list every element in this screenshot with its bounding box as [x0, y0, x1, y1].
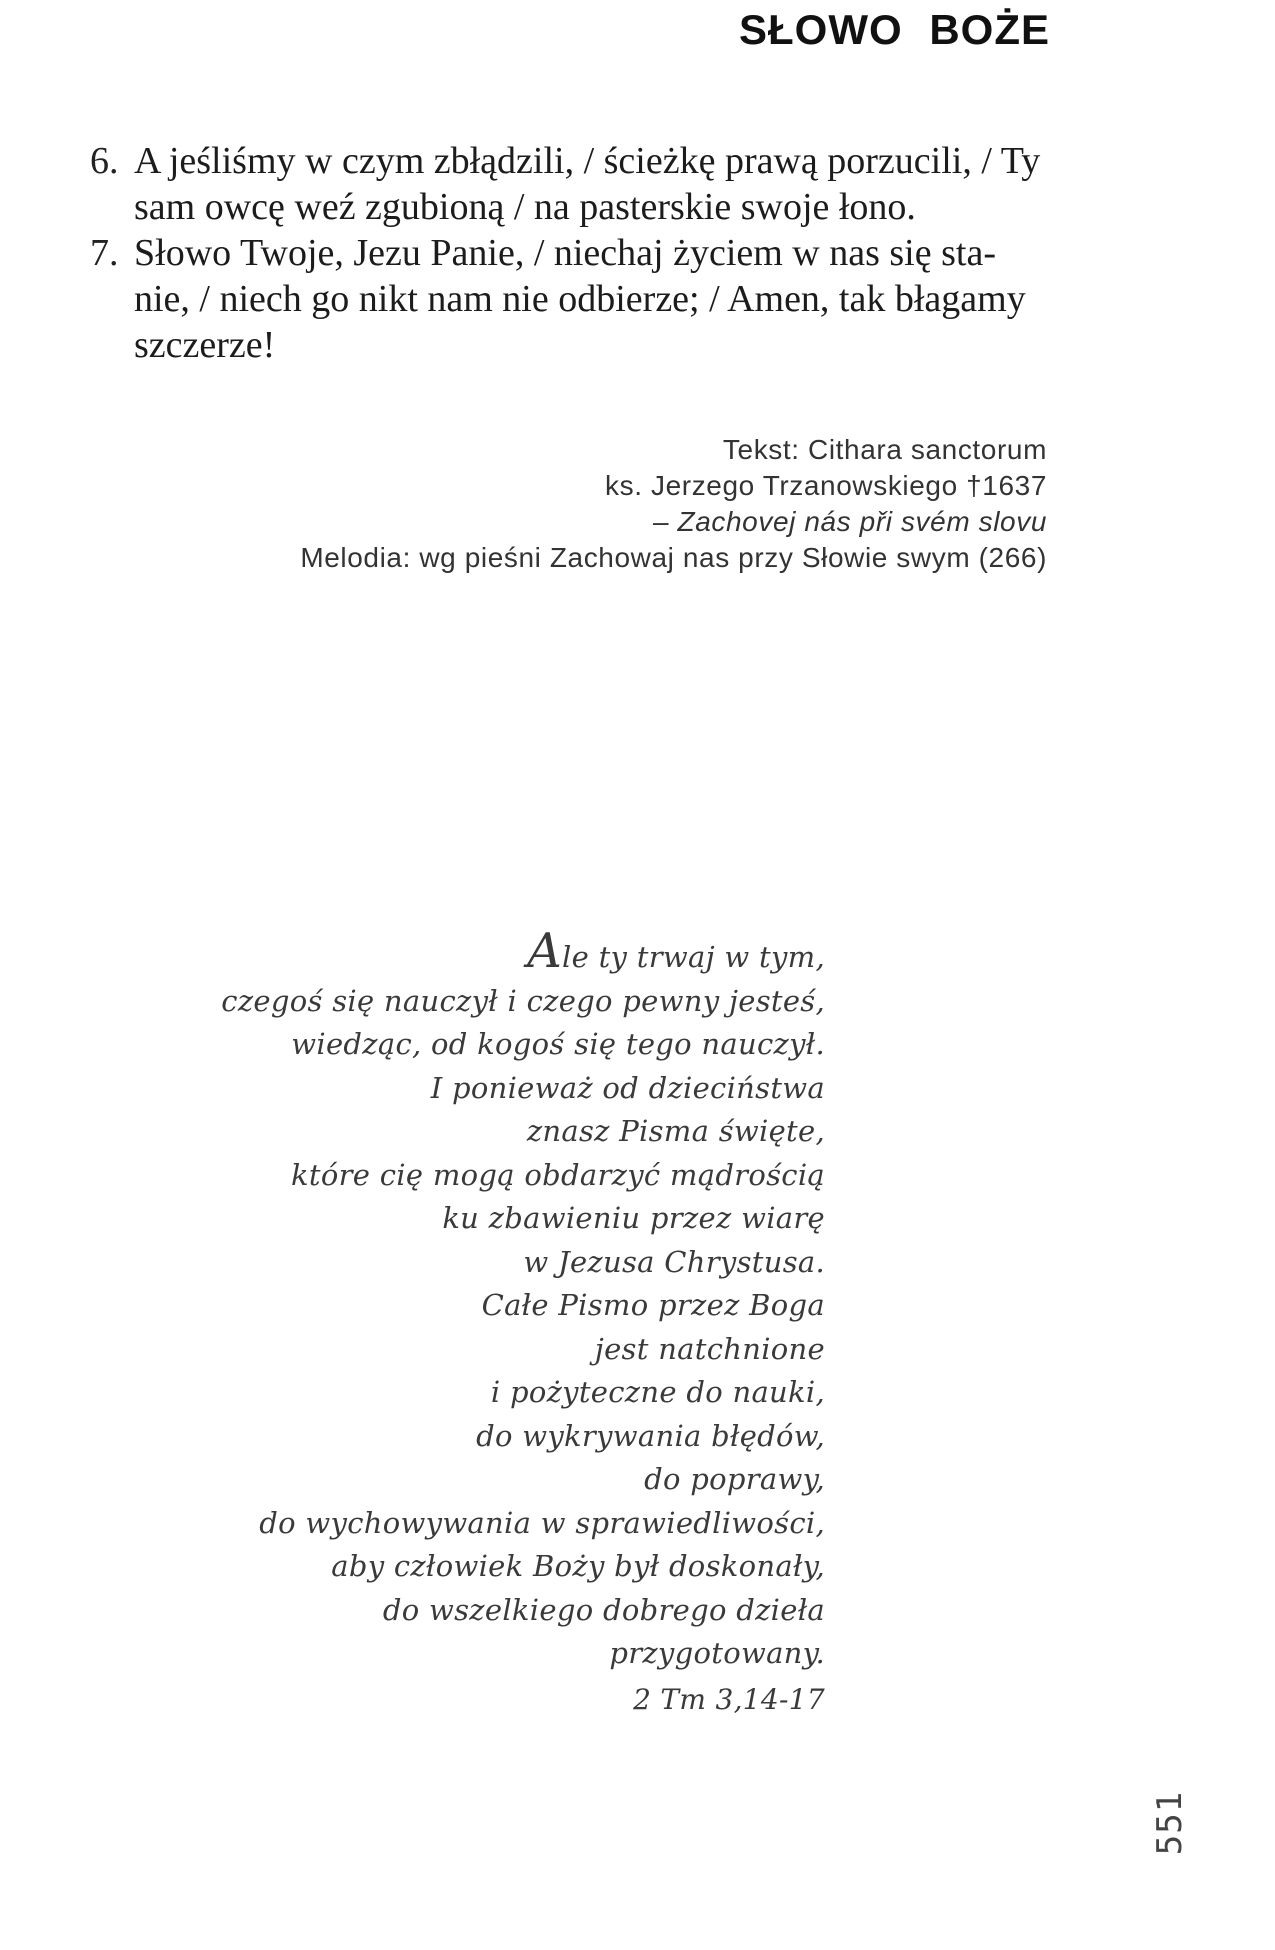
quote-line: jest natchnione — [594, 1331, 825, 1366]
quote-line: le ty trwaj w tym, — [562, 940, 825, 974]
credit-melody: Melodia: wg pieśni Zachowaj nas przy Słowie swym (266) — [300, 542, 1047, 573]
verse-line: A jeśliśmy w czym zbłądzili, / ścieżkę prawą porzucili, / Ty — [134, 140, 1041, 182]
quote-line: czegoś się nauczył i czego pewny jesteś, — [221, 983, 825, 1018]
running-header-title: SŁOWO BOŻE — [739, 6, 1050, 53]
quote-line: do poprawy, — [644, 1462, 825, 1496]
verse-6 — [90, 138, 1060, 230]
quote-first-line — [125, 923, 825, 980]
credit-text-source: Tekst: Cithara sanctorum — [722, 434, 1047, 465]
page-number: 551 — [1150, 1790, 1190, 1856]
verse-line: Słowo Twoje, Jezu Panie, / niechaj życiem w nas się sta- — [134, 232, 996, 274]
quote-line: przygotowany. — [609, 1636, 825, 1670]
quote-reference: 2 Tm 3,14-17 — [633, 1682, 825, 1716]
quote-line: Całe Pismo przez Boga — [481, 1288, 825, 1322]
quote-line: do wychowywania w sprawiedliwości, — [259, 1505, 825, 1540]
verse-line: szczerze! — [134, 324, 276, 366]
verse-7 — [90, 230, 1060, 368]
scripture-quote — [125, 923, 825, 1721]
quote-line: do wszelkiego dobrego dzieła — [382, 1592, 825, 1627]
quote-line: aby człowiek Boży był doskonały, — [331, 1549, 825, 1583]
quote-line: wiedząc, od kogoś się tego nauczył. — [291, 1027, 825, 1061]
quote-line: w Jezusa Chrystusa. — [523, 1244, 825, 1279]
verse-number: 7. — [90, 232, 119, 274]
quote-line: które cię mogą obdarzyć mądrością — [291, 1157, 825, 1192]
quote-line: do wykrywania błędów, — [476, 1418, 825, 1453]
quote-dropcap: A — [527, 923, 563, 979]
credit-original-title: – Zachovej nás při svém slovu — [652, 506, 1047, 537]
verse-number: 6. — [90, 140, 119, 182]
verse-line: nie, / niech go nikt nam nie odbierze; / Amen, tak błagamy — [134, 278, 1026, 320]
quote-line: znasz Pisma święte, — [526, 1114, 825, 1148]
quote-line: ku zbawieniu przez wiarę — [442, 1201, 825, 1235]
hymn-credits — [300, 432, 1047, 576]
hymn-verses — [90, 138, 1060, 368]
verse-line: sam owcę weź zgubioną / na pasterskie swoje łono. — [134, 186, 916, 228]
credit-author: ks. Jerzego Trzanowskiego †1637 — [605, 470, 1047, 501]
quote-line: I ponieważ od dzieciństwa — [430, 1070, 825, 1105]
quote-line: i pożyteczne do nauki, — [490, 1375, 825, 1409]
